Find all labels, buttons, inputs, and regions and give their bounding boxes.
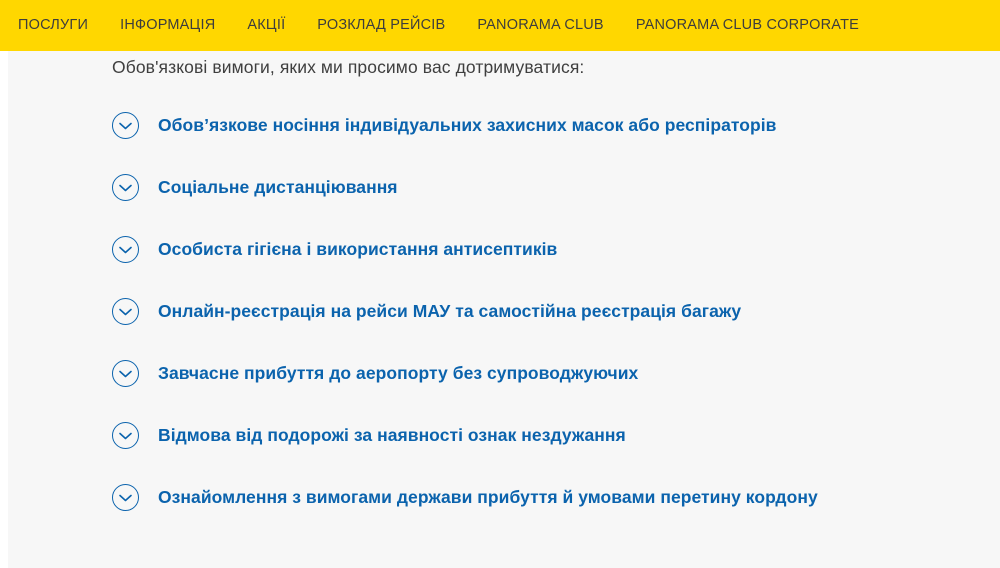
accordion-item-early-arrival[interactable] xyxy=(112,357,992,390)
chevron-down-icon[interactable] xyxy=(112,422,139,449)
nav-item-panorama-club[interactable]: PANORAMA CLUB xyxy=(477,17,604,33)
accordion-item-distancing[interactable] xyxy=(112,171,992,204)
chevron-down-icon[interactable] xyxy=(112,236,139,263)
chevron-down-icon[interactable] xyxy=(112,484,139,511)
accordion-item-online-checkin[interactable] xyxy=(112,295,992,328)
intro-text: Обов'язкові вимоги, яких ми просимо вас дотримуватися: xyxy=(112,57,585,77)
chevron-down-icon[interactable] xyxy=(112,112,139,139)
accordion-item-label: Завчасне прибуття до аеропорту без супроводжуючих xyxy=(158,363,639,383)
accordion-item-label: Відмова від подорожі за наявності ознак нездужання xyxy=(158,425,626,445)
nav-item-flight-schedule[interactable]: РОЗКЛАД РЕЙСІВ xyxy=(317,17,446,33)
accordion-item-hygiene[interactable] xyxy=(112,233,992,266)
accordion-item-label: Соціальне дистанціювання xyxy=(158,177,398,197)
accordion-item-refusal-if-ill[interactable] xyxy=(112,419,992,452)
accordion-item-masks[interactable] xyxy=(112,109,992,142)
requirements-accordion xyxy=(112,109,992,543)
chevron-down-icon[interactable] xyxy=(112,174,139,201)
accordion-item-label: Особиста гігієна і використання антисептиків xyxy=(158,239,558,259)
nav-item-promotions[interactable]: АКЦІЇ xyxy=(247,17,286,33)
top-navigation-bar xyxy=(0,0,1000,51)
chevron-down-icon[interactable] xyxy=(112,298,139,325)
accordion-item-label: Онлайн-реєстрація на рейси МАУ та самостійна реєстрація багажу xyxy=(158,301,742,321)
accordion-item-border-requirements[interactable] xyxy=(112,481,992,514)
nav-item-services[interactable]: ПОСЛУГИ xyxy=(18,17,89,33)
chevron-down-icon[interactable] xyxy=(112,360,139,387)
nav-item-information[interactable]: ІНФОРМАЦІЯ xyxy=(120,17,216,33)
accordion-item-label: Обов’язкове носіння індивідуальних захисних масок або респіраторів xyxy=(158,115,777,135)
nav-item-panorama-club-corporate[interactable]: PANORAMA CLUB CORPORATE xyxy=(635,17,860,33)
left-gutter xyxy=(0,51,8,568)
accordion-item-label: Ознайомлення з вимогами держави прибуття й умовами перетину кордону xyxy=(158,487,818,507)
main-content xyxy=(8,51,1000,568)
